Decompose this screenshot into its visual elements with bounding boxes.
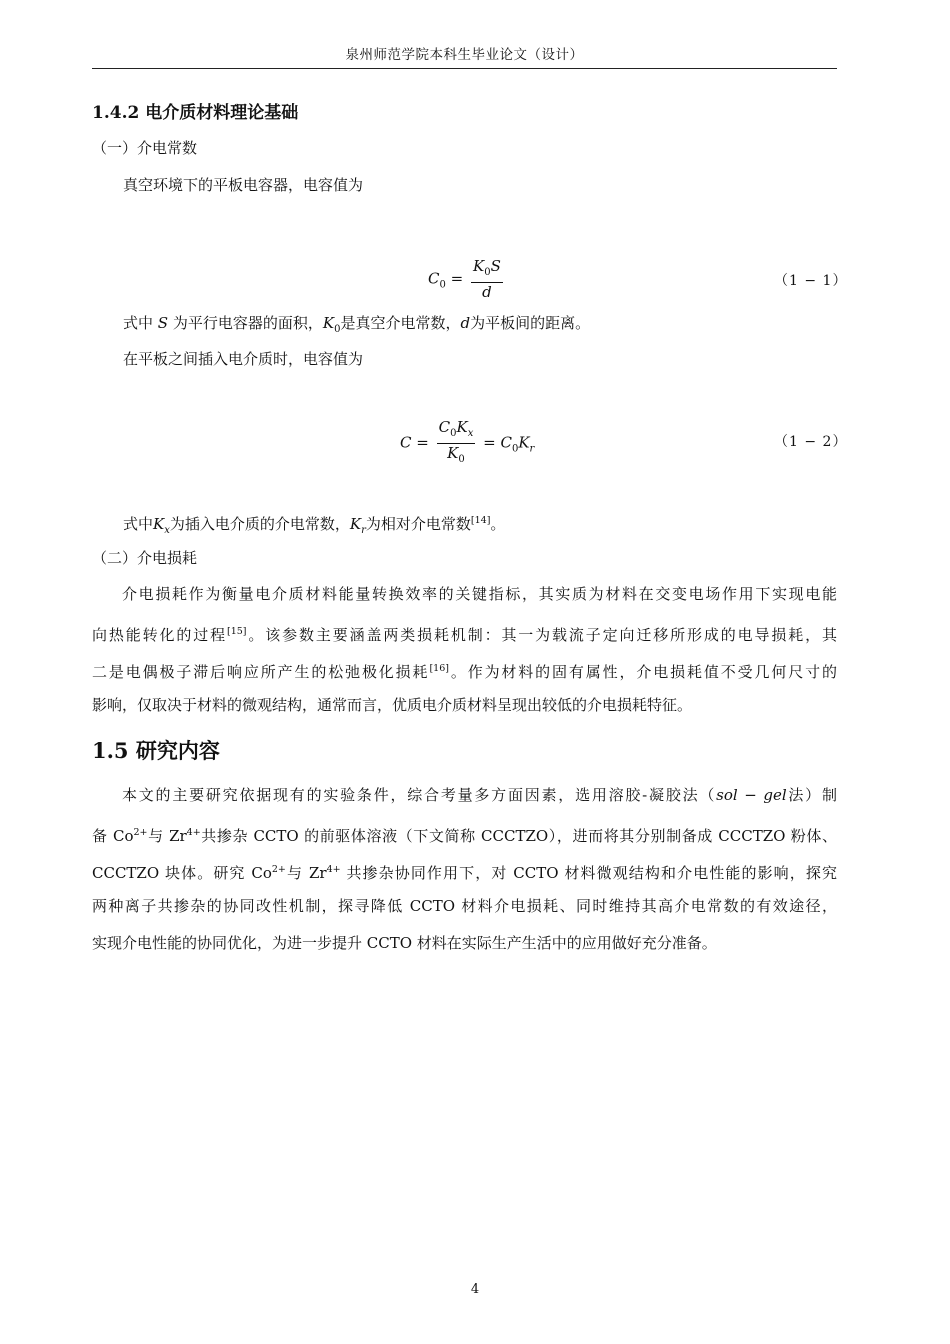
paragraph-eq1-explanation: 式中 S 为平行电容器的面积，$K_0$是真空介电常数，d为平板间的距离。 xyxy=(123,314,591,335)
paragraph-vacuum-capacitor: 真空环境下的平板电容器，电容值为 xyxy=(123,176,364,194)
paragraph-eq2-explanation: 式中$K_x$为插入电介质的介电常数，$K_r$为相对介电常数[14]。 xyxy=(123,515,506,536)
section-heading-1-4-2: 1.4.2 电介质材料理论基础 xyxy=(92,103,299,123)
equation-1-2: C = $\frac{C_0K_x}{K_0}$ = $C_0K_r$ xyxy=(400,418,534,469)
subheading-dielectric-loss: （二）介电损耗 xyxy=(92,549,198,567)
subheading-dielectric-constant: （一）介电常数 xyxy=(92,139,198,157)
page-header: 泉州师范学院本科生毕业论文（设计） xyxy=(92,44,837,69)
paragraph-research-content xyxy=(92,777,837,962)
text-line: 实现介电性能的协同优化，为进一步提升 CCTO 材料在实际生产生活中的应用做好充分准备。 xyxy=(92,934,717,952)
equation-number-1-2: （1 − 2） xyxy=(774,434,848,450)
text-line: 二是电偶极子滞后响应所产生的松弛极化损耗[16]。作为材料的固有属性，介电损耗值不受几何尺寸的 xyxy=(92,663,837,681)
equation-number-1-1: （1 − 1） xyxy=(774,273,848,289)
text-line: 影响，仅取决于材料的微观结构，通常而言，优质电介质材料呈现出较低的介电损耗特征。 xyxy=(92,696,693,714)
paragraph-dielectric-loss xyxy=(92,576,837,724)
text-line: 备 Co$^{2+}$与 Zr$^{4+}$共掺杂 CCTO 的前驱体溶液（下文简称 CCCTZO），进而将其分别制备成 CCCTZO 粉体、 xyxy=(92,827,837,845)
citation: [16] xyxy=(429,663,449,674)
text-line: 介电损耗作为衡量电介质材料能量转换效率的关键指标，其实质为材料在交变电场作用下实现电能 xyxy=(122,585,837,603)
text-line: CCCTZO 块体。研究 Co$^{2+}$与 Zr$^{4+}$ 共掺杂协同作用下，对 CCTO 材料微观结构和介电性能的影响，探究 xyxy=(92,864,837,882)
equation-1-1-fraction: $\frac{K_0S}{d}$ xyxy=(472,257,501,301)
citation: [14] xyxy=(470,515,491,526)
citation: [15] xyxy=(226,626,247,637)
text-line: 向热能转化的过程[15]。该参数主要涵盖两类损耗机制：其一为载流子定向迁移所形成的电导损耗，其 xyxy=(92,626,837,644)
page-number: 4 xyxy=(470,1282,480,1297)
section-heading-1-5: 1.5 研究内容 xyxy=(92,738,220,763)
text-line: 本文的主要研究依据现有的实验条件，综合考量多方面因素，选用溶胶-凝胶法（sol − gel法）制 xyxy=(122,786,837,804)
paragraph-insert-dielectric: 在平板之间插入电介质时，电容值为 xyxy=(123,350,364,368)
text-line: 两种离子共掺杂的协同改性机制，探寻降低 CCTO 材料介电损耗、同时维持其高介电常数的有效途径， xyxy=(92,897,837,915)
equation-1-1: $C_0$ = $\frac{K_0S}{d}$ xyxy=(428,257,501,301)
equation-1-2-fraction: $\frac{C_0K_x}{K_0}$ xyxy=(438,418,474,465)
